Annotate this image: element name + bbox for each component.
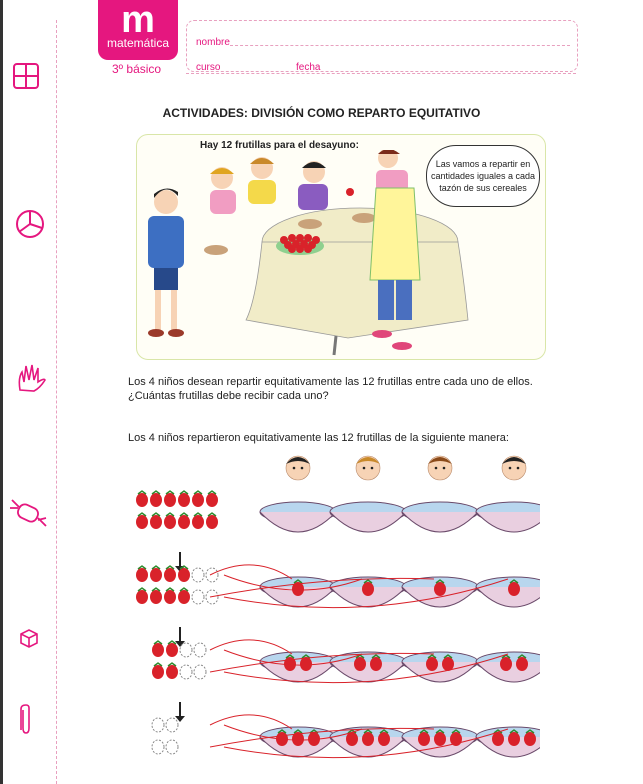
bowl-strawberry [418,732,430,746]
remaining-strawberry [178,493,190,507]
page-title: ACTIVIDADES: DIVISIÓN COMO REPARTO EQUITATIVO [162,106,481,120]
remaining-strawberry [150,493,162,507]
empty-strawberry-outline [194,665,206,679]
margin-line [56,20,57,784]
empty-strawberry-outline [166,718,178,732]
remaining-strawberry [192,515,204,529]
remaining-strawberry [178,590,190,604]
remaining-strawberry [136,493,148,507]
course-date-line [186,73,576,74]
remaining-strawberry [164,515,176,529]
remaining-strawberry [166,665,178,679]
subject-logo [98,0,178,60]
bowl-2 [330,512,406,532]
bowl-strawberry [354,657,366,671]
bowl-strawberry [508,582,520,596]
remaining-strawberry [152,665,164,679]
bowl-strawberry [426,657,438,671]
logo-letter: m [121,0,155,41]
empty-strawberry-outline [192,590,204,604]
empty-strawberry-outline [206,568,218,582]
child-eye [443,467,446,470]
remaining-strawberry [136,515,148,529]
bowl-strawberry [362,582,374,596]
bowl-4 [476,587,540,607]
bowl-strawberry [378,732,390,746]
question-line-2: ¿Cuántas frutillas debe recibir cada uno? [128,390,329,402]
empty-strawberry-outline [180,643,192,657]
remaining-strawberry [178,515,190,529]
remaining-strawberry [152,643,164,657]
bowl-strawberry [300,657,312,671]
bowl-4 [476,512,540,532]
bowl-strawberry [516,657,528,671]
child-eye [301,467,304,470]
hand-icon [14,360,48,394]
child-eye [517,467,520,470]
question-line-1: Los 4 niños desean repartir equitativamente las 12 frutillas entre cada uno de ellos. [128,376,533,388]
child-eye [371,467,374,470]
remaining-strawberry [136,568,148,582]
candy-icon [6,494,52,534]
remaining-strawberry [150,515,162,529]
bowl-strawberry [370,657,382,671]
sharing-diagram [130,450,540,784]
remaining-strawberry [164,590,176,604]
statement-text: Los 4 niños repartieron equitativamente las 12 frutillas de la siguiente manera: [128,432,509,444]
remaining-strawberry [164,493,176,507]
cube-icon [18,626,40,648]
grid-icon [12,62,40,90]
bowl-strawberry [500,657,512,671]
grade-label: 3º básico [112,62,162,76]
share-arrow [210,565,292,579]
date-label: fecha [296,62,321,73]
child-eye [363,467,366,470]
remaining-strawberry [192,493,204,507]
logo-subject: matemática [106,36,170,50]
course-label: curso [196,62,221,73]
bowl-strawberry [362,732,374,746]
remaining-strawberry [206,515,218,529]
bowl-3 [402,512,478,532]
pie-fraction-icon [14,202,46,242]
empty-strawberry-outline [152,740,164,754]
remaining-strawberry [166,643,178,657]
child-eye [435,467,438,470]
remaining-strawberry [164,568,176,582]
empty-strawberry-outline [166,740,178,754]
remaining-strawberry [150,590,162,604]
empty-strawberry-outline [192,568,204,582]
bowl-strawberry [434,732,446,746]
scene-caption: Hay 12 frutillas para el desayuno: [200,140,359,151]
child-eye [509,467,512,470]
remaining-strawberry [206,493,218,507]
remaining-strawberry [178,568,190,582]
empty-strawberry-outline [180,665,192,679]
student-info-box [186,20,578,72]
speech-text: Las vamos a repartir en cantidades iguales a cada tazón de sus cereales [430,159,536,193]
empty-strawberry-outline [194,643,206,657]
bowl-strawberry [434,582,446,596]
bowl-strawberry [492,732,504,746]
paperclip-icon [18,704,34,736]
remaining-strawberry [136,590,148,604]
remaining-strawberry [150,568,162,582]
share-arrow [210,715,292,729]
bowl-strawberry [524,732,536,746]
empty-strawberry-outline [152,718,164,732]
bowl-strawberry [442,657,454,671]
name-line[interactable] [230,45,570,46]
share-arrow [210,640,292,654]
bowl-strawberry [508,732,520,746]
name-label: nombre [196,37,230,48]
child-eye [293,467,296,470]
bowl-1 [260,512,336,532]
speech-bubble [426,145,540,207]
bowl-strawberry [346,732,358,746]
